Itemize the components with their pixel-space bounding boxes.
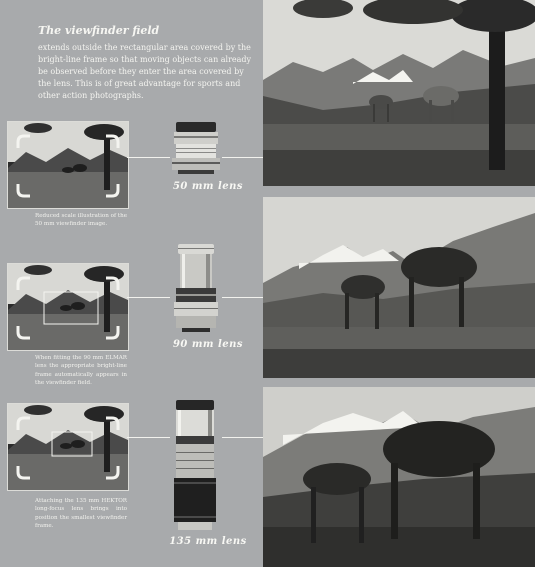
photo-horses-90mm-view bbox=[263, 197, 535, 378]
caption-90mm: When fitting the 90 mm ELMAR lens the appropriate bright-line frame automatically appears in the viewfinder field. bbox=[35, 355, 127, 387]
viewfinder-illustration-90mm bbox=[7, 263, 129, 351]
photo-horses-135mm-view bbox=[263, 387, 535, 567]
viewfinder-illustration-50mm bbox=[7, 121, 129, 209]
connector-line-50mm bbox=[127, 157, 170, 158]
connector-line-90mm bbox=[127, 297, 170, 298]
photo-horses-50mm-view bbox=[263, 0, 535, 186]
intro-paragraph: extends outside the rectangular area covered by the bright-line frame so that moving objects can already be observed before they enter the area covered by the lens. This is of great advantage for sports and other action photographs. bbox=[38, 43, 252, 100]
connector-line-135mm bbox=[127, 437, 170, 438]
lens-50mm-icon bbox=[170, 120, 222, 176]
lens-135mm-icon bbox=[168, 398, 222, 534]
caption-135mm: Attaching the 135 mm HEKTOR long-focus lens brings into position the smallest viewfinder frame. bbox=[35, 498, 127, 530]
caption-50mm: Reduced scale illustration of the 50 mm viewfinder image. bbox=[35, 213, 127, 228]
connector-line-90mm-right bbox=[222, 297, 263, 298]
connector-line-135mm-right bbox=[222, 437, 263, 438]
viewfinder-illustration-135mm bbox=[7, 403, 129, 491]
lens-label-135mm: 135 mm lens bbox=[169, 536, 247, 547]
lens-label-50mm: 50 mm lens bbox=[172, 181, 244, 192]
lens-label-90mm: 90 mm lens bbox=[172, 339, 244, 350]
connector-line-50mm-right bbox=[222, 157, 263, 158]
lens-90mm-icon bbox=[170, 242, 222, 334]
section-title: The viewfinder field bbox=[38, 24, 160, 37]
